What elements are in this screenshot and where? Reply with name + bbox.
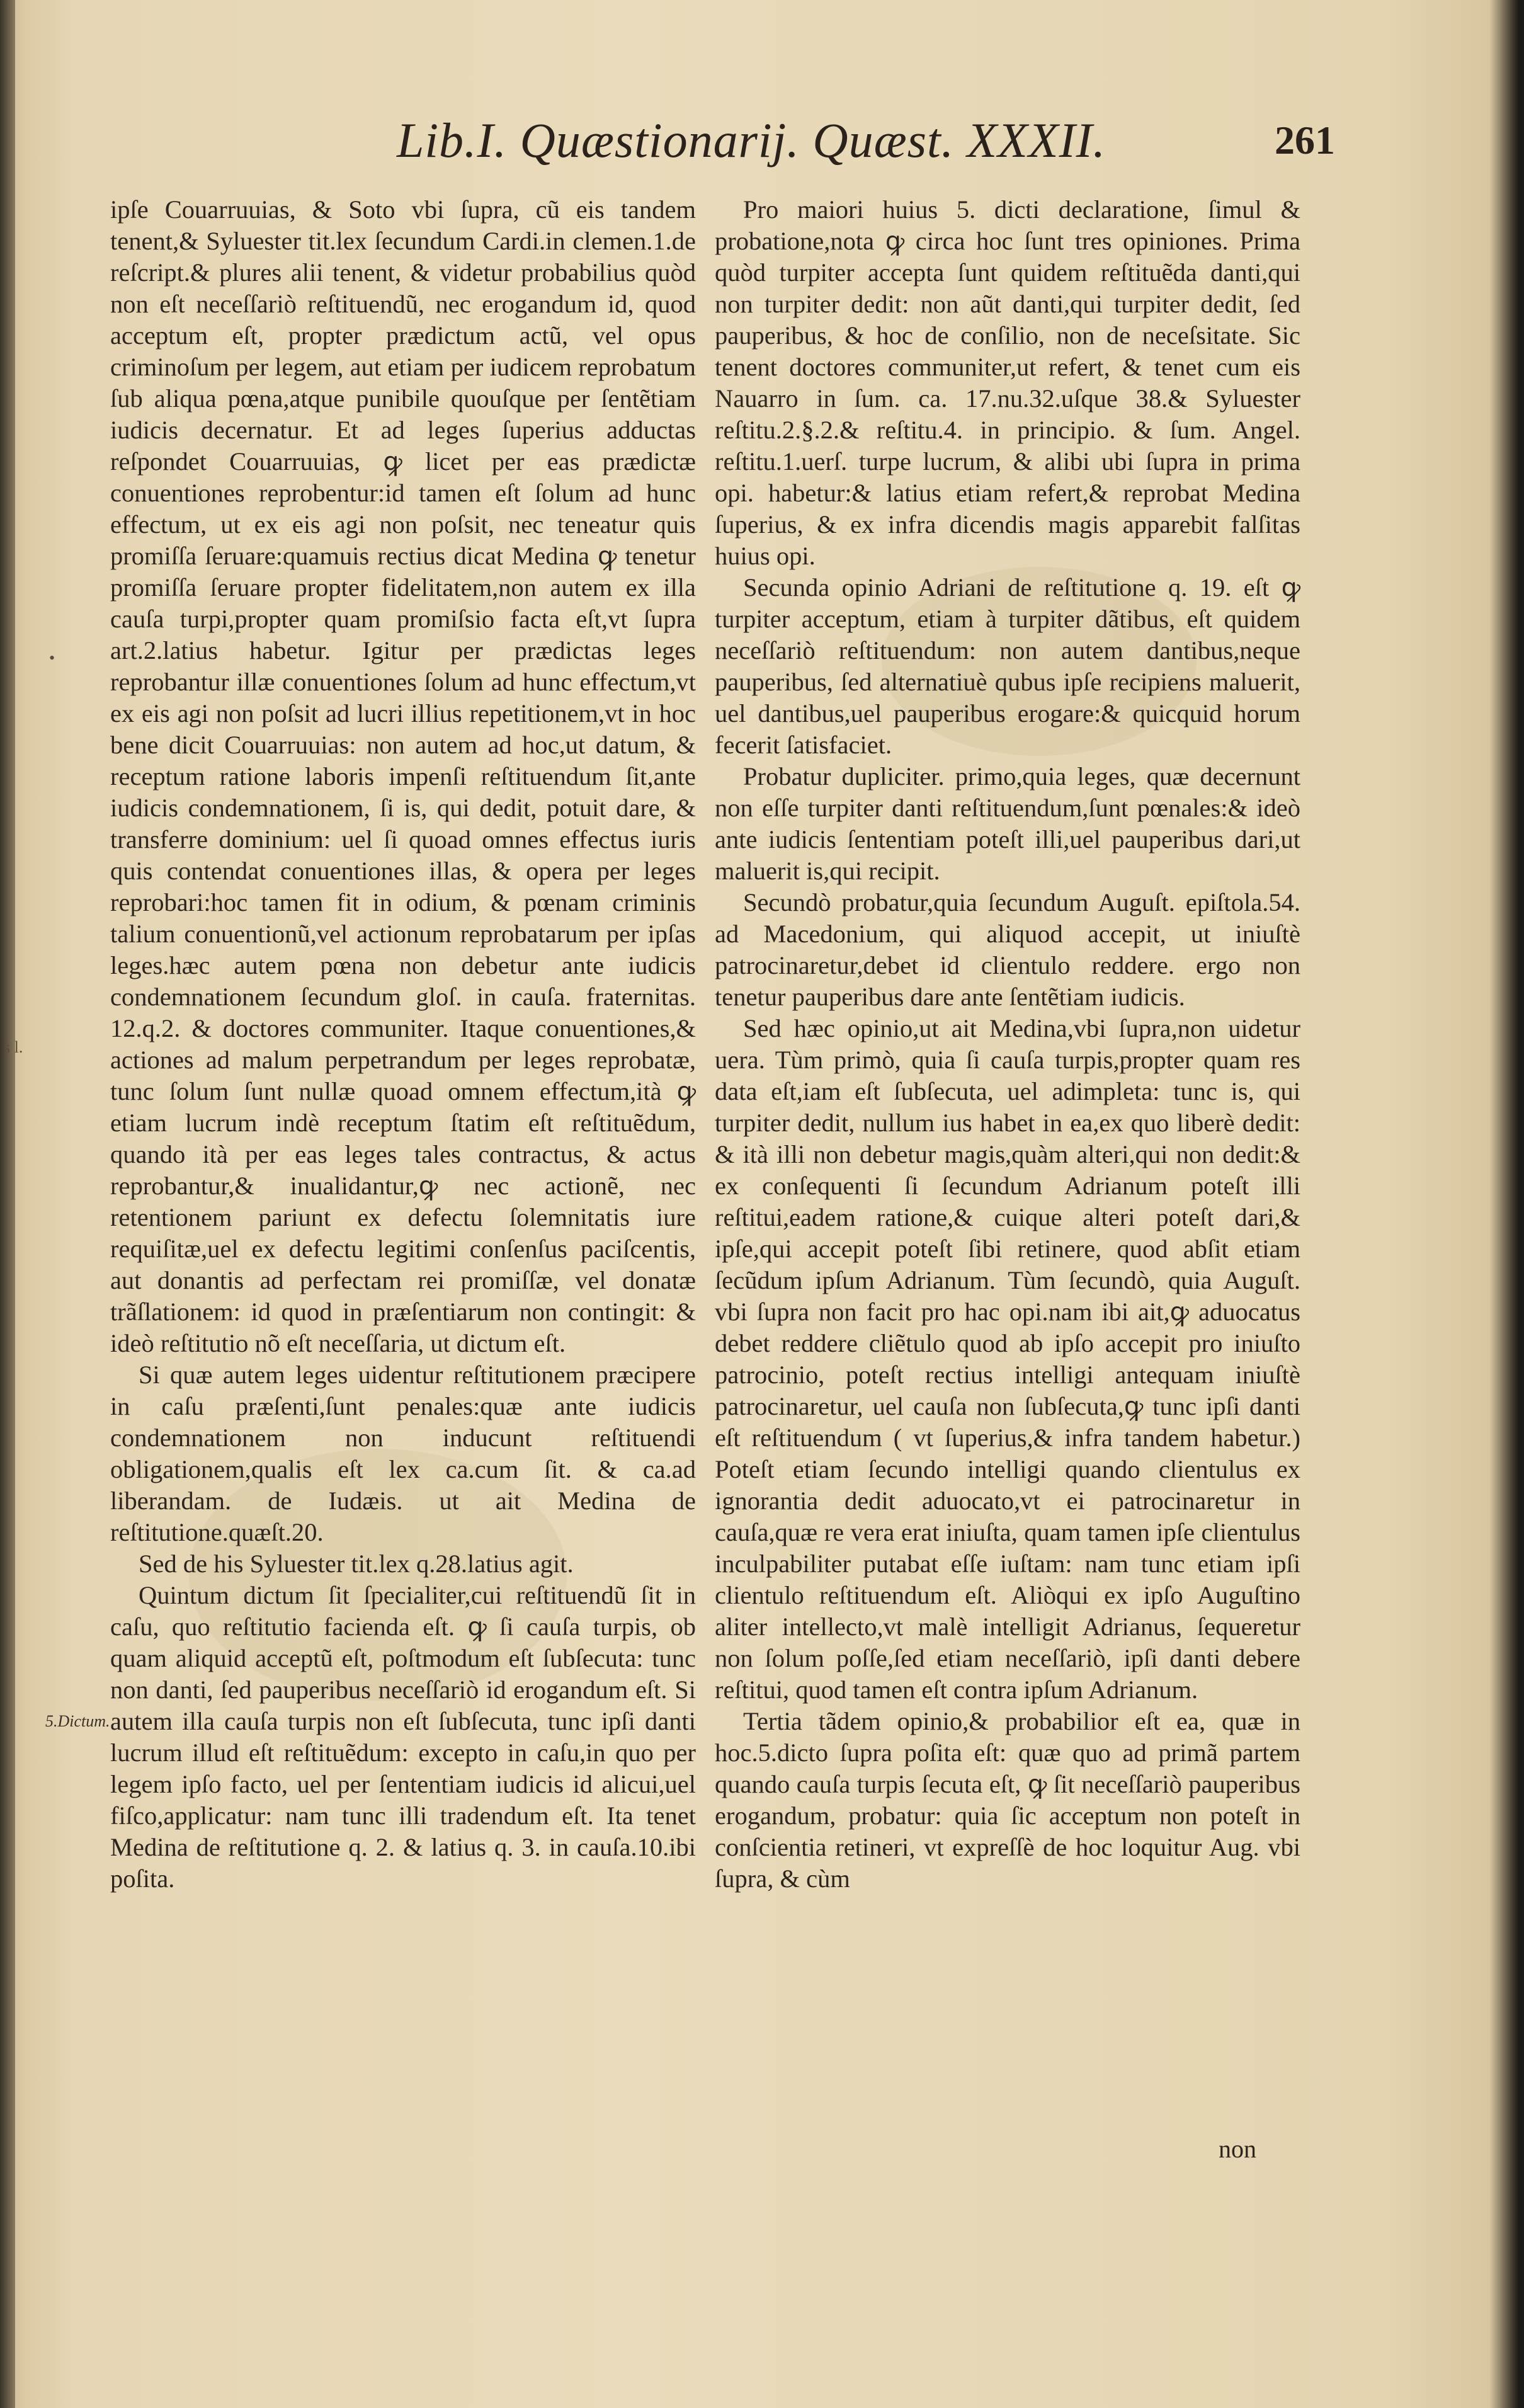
page-edge [1489, 0, 1524, 2408]
paragraph: Si quæ autem leges uidentur reſtitutionem præcipere in caſu præſenti,ſunt penales:quæ ante iudicis condemnationem non inducunt reſtituendi obligationem,qualis eſt lex ca.cum ſit. & ca.ad liberandam. de Iudæis. ut ait Medina de reſtitutione.quæſt.20. [110, 1361, 696, 1546]
paragraph: Quintum dictum ſit ſpecialiter,cui reſtituendũ ſit in caſu, quo reſtitutio facienda eſt. ꝙ ſi cauſa turpis, ob quam aliquid acceptũ eſt, poſtmodum eſt ſubſecuta: tunc non danti, ſed pauperibus neceſſariò id erogandum eſt. Si autem illa cauſa turpis non eſt ſubſecuta, tunc ipſi danti lucrum illud eſt reſtituẽdum: excepto in caſu,in quo per legem ipſo facto, uel per ſententiam iudicis id alicui,uel fiſco,applicatur: nam tunc illi tradendum eſt. Ita tenet Medina de reſtitutione q. 2. & latius q. 3. in cauſa.10.ibi poſita. [110, 1581, 696, 1893]
page-number: 261 [1275, 118, 1335, 163]
paragraph: Secunda opinio Adriani de reſtitutione q. 19. eſt ꝙ turpiter acceptum, etiam à turpiter dãtibus, eſt quidem neceſſariò reſtituendum: non autem dantibus,neque pauperibus, ſed alternatiuè qubus ipſe recipiens maluerit, uel dantibus,uel pauperibus erogare:& quicquid horum fecerit ſatisfaciet. [715, 573, 1300, 759]
paragraph: Pro maiori huius 5. dicti declaratione, ſimul & probatione,nota ꝙ circa hoc ſunt tres opiniones. Prima quòd turpiter accepta ſunt quidem reſtituẽda danti,qui non turpiter dedit: non aũt danti,qui turpiter dedit, ſed pauperibus, & hoc de conſilio, non de neceſsitate. Sic tenent doctores communiter,ut refert, & tenet cum eis Nauarro in ſum. ca. 17.nu.32.uſque 38.& Syluester reſtitu.2.§.2.& reſtitu.4. in principio. & ſum. Angel. reſtitu.1.uerſ. turpe lucrum, & alibi ubi ſupra in prima opi. habetur:& latius etiam refert,& reprobat Medina ſuperius, & ex infra dicendis magis apparebit falſitas huius opi. [715, 195, 1300, 570]
page-header [390, 112, 1360, 181]
margin-note: 5.Dictum. [45, 1712, 110, 1730]
paragraph: ipſe Couarruuias, & Soto vbi ſupra, cũ eis tandem tenent,& Syluester tit.lex ſecundum Cardi.in clemen.1.de reſcript.& plures alii tenent, & videtur probabilius quòd non eſt neceſſariò reſtituendũ, nec erogandum id, quod acceptum eſt, propter prædictum actũ, vel opus criminoſum per legem, aut etiam per iudicem reprobatum ſub aliqua pœna,atque punibile quouſque per ſentẽtiam iudicis decernatur. Et ad leges ſuperius adductas reſpondet Couarruuias, ꝙ licet per eas prædictæ conuentiones reprobentur:id tamen eſt ſolum ad hunc effectum, ut ex eis agi non poſsit, nec teneatur quis promiſſa ſeruare:quamuis rectius dicat Medina ꝙ tenetur promiſſa ſeruare propter fidelitatem,non autem ex illa cauſa turpi,propter quam promiſsio facta eſt,vt ſupra art.2.latius habetur. Igitur per prædictas leges reprobantur illæ conuentiones ſolum ad hunc effectum,vt ex eis agi non poſsit ad lucri illius repetitionem,vt in hoc bene dicit Couarruuias: non autem ad hoc,ut datum, & receptum ratione laboris impenſi reſtituendum ſit,ante iudicis condemnationem, ſi is, qui dedit, potuit dare, & transferre dominium: uel ſi quoad omnes effectus iuris quis contendat conuentiones illas, & opera per leges reprobari:hoc tamen fit in odium, & pœnam criminis talium conuentionũ,vel actionum reprobatarum per ipſas leges.hæc autem pœna non debetur ante iudicis condemnationem ſecundum gloſ. in cauſa. fraternitas. 12.q.2. & doctores communiter. Itaque conuentiones,& actiones ad malum perpetrandum per leges reprobatæ, tunc ſolum ſunt nullæ quoad omnem effectum,ità ꝙ etiam lucrum indè receptum ſtatim eſt reſtituẽdum, quando ità per eas leges tales contractus, & actus reprobantur,& inualidantur,ꝙ nec actionẽ, nec retentionem pariunt ex defectu ſolemnitatis iure requiſitæ,uel ex defectu legitimi conſenſus paciſcentis, aut donantis ad perfectam rei promiſſæ, vel donatæ trãſlationem: id quod in præſentiarum non contingit: & ideò reſtitutio nõ eſt neceſſaria, ut dictum eſt. [110, 195, 696, 1357]
catchword: non [1219, 2135, 1256, 2163]
margin-mark: s l. [4, 1038, 23, 1056]
paragraph: Sed hæc opinio,ut ait Medina,vbi ſupra,non uidetur uera. Tùm primò, quia ſi cauſa turpis,propter quam res data eſt,iam eſt ſubſecuta, uel adimpleta: tunc is, qui turpiter dedit, nullum ius habet in ea,ex quo liberè dedit: & ità illi non debetur magis,quàm alteri,qui non dedit:& ex conſequenti ſi ſecundum Adrianum poteſt illi reſtitui,eadem ratione,& cuique alteri poteſt dari,& ipſe,qui accepit poteſt ſibi retinere, quod abſit etiam ſecũdum ipſum Adrianum. Tùm ſecundò, quia Auguſt. vbi ſupra non facit pro hac opi.nam ibi ait,ꝙ aduocatus debet reddere cliẽtulo quod ab ipſo accepit pro iniuſto patrocinio, poteſt rectius intelligi antequam iniuſtè patrocinaretur, uel cauſa non ſubſecuta,ꝙ tunc ipſi danti eſt reſtituendum ( vt ſuperius,& infra tandem habetur.) Poteſt etiam ſecundo intelligi quando clientulus ex ignorantia dedit aduocato,vt ei patrocinaretur in cauſa,quæ re vera erat iniuſta, quam tamen ipſe clientulus inculpabiliter putabat eſſe iuſtam: nam tunc etiam ipſi clientulo reſtituendum eſt. Aliòqui ex ipſo Auguſtino aliter intellecto,vt malè intelligit Adrianus, ſequeretur non ſolum poſſe,ſed etiam neceſſariò, ipſi danti debere reſtitui, quod tamen eſt contra ipſum Adrianum. [715, 1014, 1300, 1704]
gutter-shadow [0, 0, 15, 2408]
paragraph: Probatur dupliciter. primo,quia leges, quæ decernunt non eſſe turpiter danti reſtituendum,ſunt pœnales:& ideò ante iudicis ſententiam poteſt illi,uel pauperibus dari,ut maluerit is,qui recipit. [715, 762, 1300, 885]
left-column [110, 194, 696, 1895]
paragraph: Sed de his Syluester tit.lex q.28.latius agit. [139, 1549, 574, 1578]
right-column [715, 194, 1300, 1895]
margin-mark: • [49, 649, 55, 667]
paragraph: Tertia tãdem opinio,& probabilior eſt ea, quæ in hoc.5.dicto ſupra poſita eſt: quæ quo ad primã partem quando cauſa turpis ſecuta eſt, ꝙ ſit neceſſariò pauperibus erogandum, probatur: quia ſic acceptum non poteſt in conſcientia retineri, vt expreſſè de hoc loquitur Aug. vbi ſupra, & cùm [715, 1707, 1300, 1893]
running-title: Lib.I. Quæstionarij. Quæst. XXXII. [397, 113, 1106, 168]
paragraph: Secundò probatur,quia ſecundum Auguſt. epiſtola.54. ad Macedonium, qui aliquod accepit, ut iniuſtè patrocinaretur,debet id clientulo reddere. ergo non tenetur pauperibus dare ante ſentẽtiam iudicis. [715, 888, 1300, 1011]
